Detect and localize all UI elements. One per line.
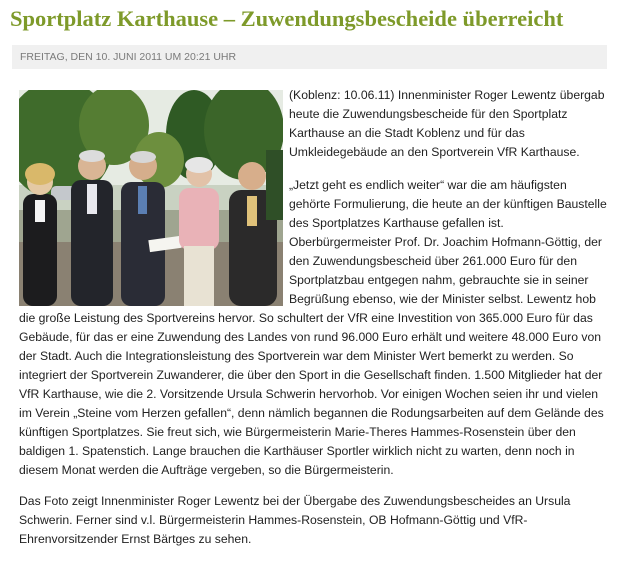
article-paragraph-1: (Koblenz: 10.06.11) Innenminister Roger Lewentz übergab heute die Zuwendungsbescheide für den Sportplatz Karthause an die Stadt Koblenz und für das Umkleidegebäude an den Sportverein VfR Karthause. [289, 88, 605, 159]
article-date: FREITAG, DEN 10. JUNI 2011 UM 20:21 UHR [12, 45, 607, 69]
article-body [19, 86, 609, 561]
group-photo-image [19, 90, 283, 306]
article-title[interactable]: Sportplatz Karthause – Zuwendungsbescheide überreicht [10, 6, 564, 31]
article-paragraph-2: „Jetzt geht es endlich weiter“ war die am häufigsten gehörte Formulierung, die heute an der künftigen Baustelle des Sportplatzes Karthause gefallen ist. Oberbürgermeister Prof. Dr. Joachim Hofmann-Göttig, der den Zuwendungsbescheid über 261.000 Euro für den Sportplatzbau entgegen nahm, gebrauchte sie in seiner Begrüßung ebenso, wie der Minister selbst. Lewentz hob die große Leistung des Sportvereins hervor. So schultert der VfR eine Investition von 365.000 Euro für das Gebäude, für das er eine Zuwendung des Landes von rund 96.000 Euro erhält und weitere 48.000 Euro von der Stadt. Auch die Integrationsleistung des Sportverein war dem Minister Wert bemerkt zu werden. So integriert der Sportverein Zuwanderer, die über den Sport in die Gesellschaft finden. 1.500 Mitglieder hat der VfR Karthause, wie die 2. Vorsitzende Ursula Schwerin hervorhob. Vor einigen Wochen seien ihr und vielen im Verein „Steine vom Herzen gefallen“, denn nämlich begannen die Rodungsarbeiten auf dem Gelände des künftigen Sportplatzes. Sie freut sich, wie Bürgermeisterin Marie-Theres Hammes-Rosenstein über den baldigen 1. Spatenstich. Lange brauchen die Karthäuser Sportler wirklich nicht zu warten, denn noch in diesem Monat werden die Aufträge vergeben, so die Bürgermeisterin. [19, 178, 607, 477]
article-paragraph-3: Das Foto zeigt Innenminister Roger Lewentz bei der Übergabe des Zuwendungsbescheides an Ursula Schwerin. Ferner sind v.l. Bürgermeisterin Hammes-Rosenstein, OB Hofmann-Göttig und VfR-Ehrenvorsitzender Ernst Bärtges zu sehen. [19, 494, 571, 546]
article-photo [19, 90, 283, 306]
